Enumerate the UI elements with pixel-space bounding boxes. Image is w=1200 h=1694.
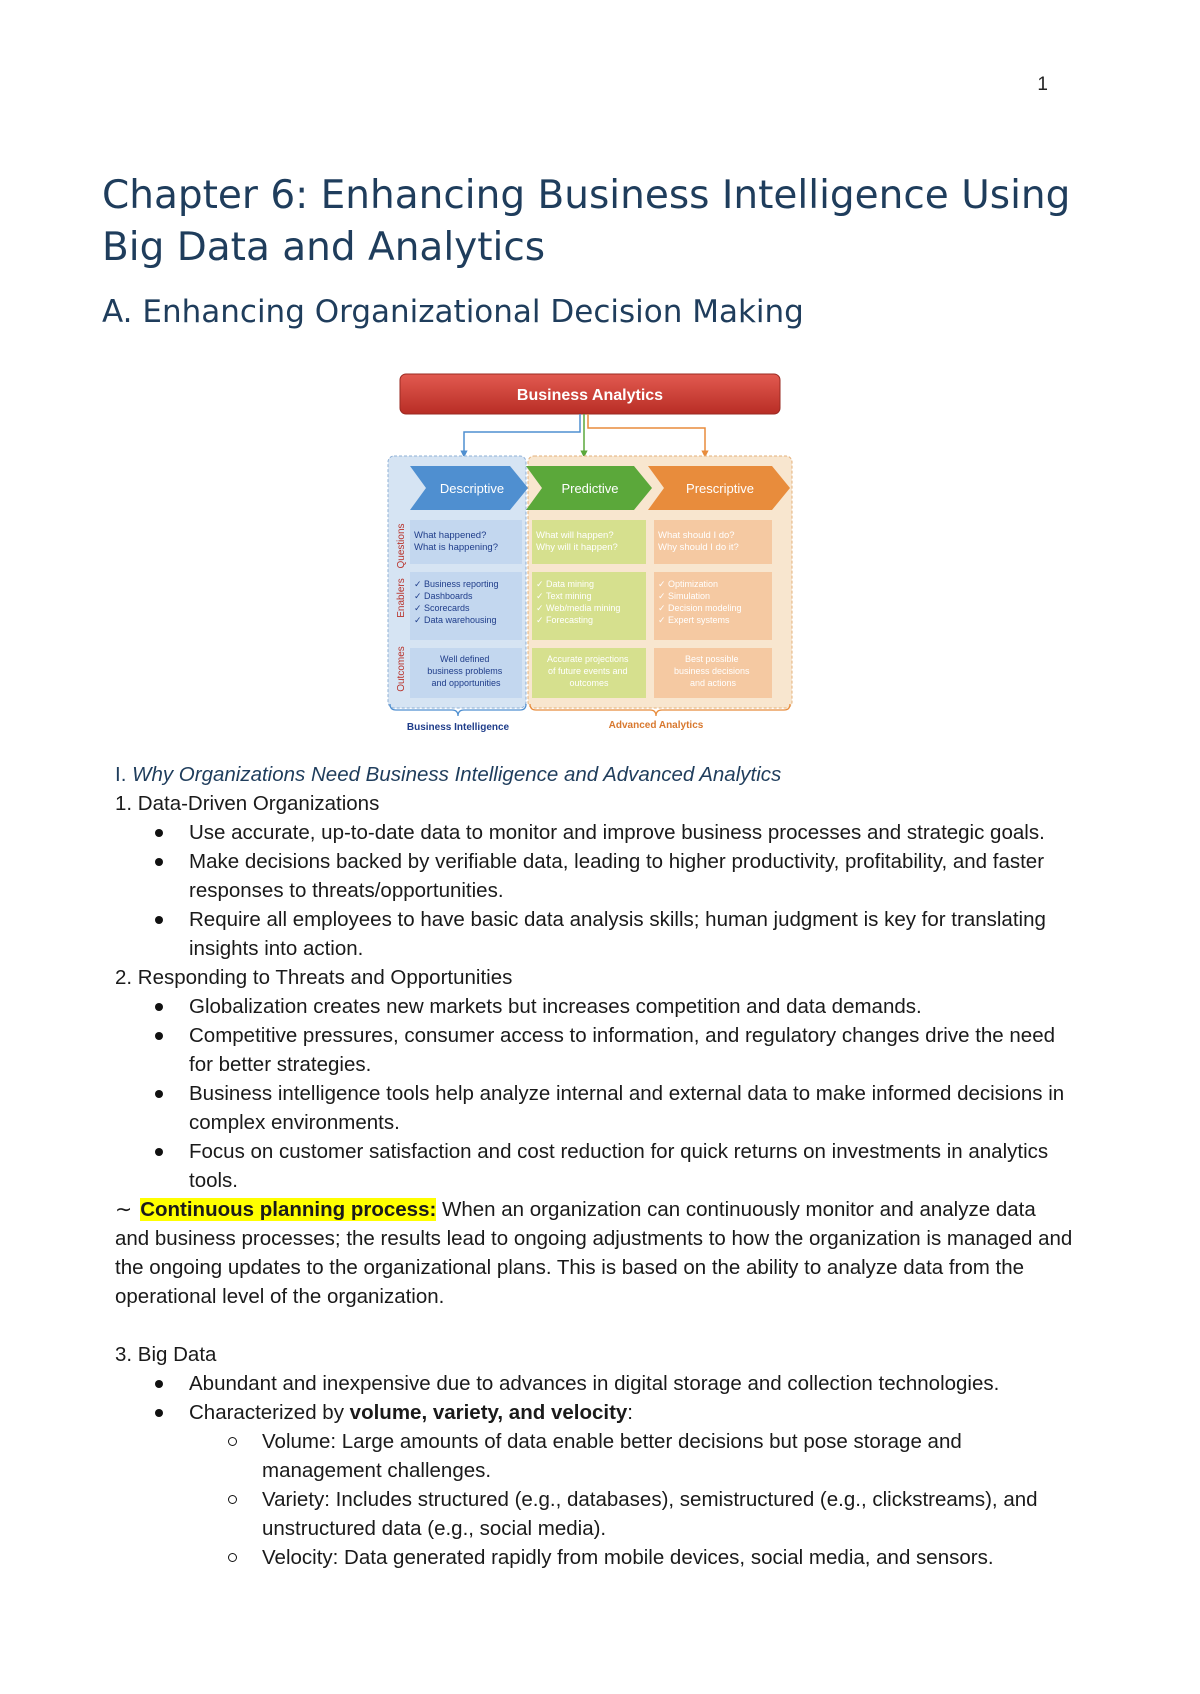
desc-outcome-3: and opportunities [431,678,501,688]
char-bold: volume, variety, and velocity [349,1401,628,1424]
chapter-title: Chapter 6: Enhancing Business Intelligence Using Big Data and Analytics [102,173,1071,270]
pred-enabler-1: Data mining [546,579,595,589]
row-label-questions: Questions [396,523,407,569]
check-icon: ✓ [658,591,666,601]
arrow-prescriptive [588,414,705,454]
list-item: Focus on customer satisfaction and cost reduction for quick returns on investments in analytics tools. [115,1137,1075,1195]
desc-outcome-1: Well defined [440,654,490,664]
desc-enabler-4: Data warehousing [424,615,497,625]
highlighted-term: Continuous planning process: [140,1198,437,1221]
check-icon: ✓ [658,579,666,589]
check-icon: ✓ [658,603,666,613]
note-text: When an organization can continuously monitor and analyze data and business processes; the results lead to ongoing adjustments to how the organization is managed and the ongoing updates to the organizational plans. This is based on the ability to analyze data from the operational level of the organization. [115,1198,1073,1308]
char-prefix: Characterized by [189,1401,350,1424]
page-number: 1 [1037,74,1048,95]
check-icon: ✓ [536,615,544,625]
sub-list-item: Variety: Includes structured (e.g., databases), semistructured (e.g., clickstreams), and unstructured data (e.g., social media). [115,1485,1075,1543]
spacer [115,1311,1075,1340]
check-icon: ✓ [536,603,544,613]
pred-outcome-1: Accurate projections [546,654,629,664]
list-item: Globalization creates new markets but increases competition and data demands. [115,992,1075,1021]
char-suffix: : [627,1401,633,1424]
sub-list-item: Velocity: Data generated rapidly from mobile devices, social media, and sensors. [115,1543,1075,1572]
check-icon: ✓ [414,615,422,625]
list-item: Competitive pressures, consumer access to information, and regulatory changes drive the need for better strategies. [115,1021,1075,1079]
desc-question-1: What happened? [414,530,487,541]
header-prescriptive: Prescriptive [686,481,754,496]
desc-question-2: What is happening? [414,542,498,553]
pred-outcome-2: of future events and [547,666,628,676]
subsection-roman: I. [115,763,127,786]
pres-question-1: What should I do? [658,530,735,541]
big-data-sub-bullets [115,1427,1075,1572]
pred-outcome-3: outcomes [569,678,609,688]
continuous-planning-note [115,1195,1075,1311]
list-item: Abundant and inexpensive due to advances in digital storage and collection technologies. [115,1369,1075,1398]
subsection-title: Why Organizations Need Business Intelligence and Advanced Analytics [132,763,782,786]
footer-advanced-analytics: Advanced Analytics [608,720,704,731]
diagram-title: Business Analytics [516,387,664,404]
pres-outcome-3: and actions [689,678,737,688]
item2-bullets [115,992,1075,1195]
check-icon: ✓ [658,615,666,625]
row-label-enablers: Enablers [396,578,407,618]
document-body [115,760,1075,1572]
list-item-characterized [115,1398,1075,1427]
pres-outcome-1: Best possible [684,654,739,664]
item1-bullets [115,818,1075,963]
list-item: Make decisions backed by verifiable data, leading to higher productivity, profitability, and faster responses to threats/opportunities. [115,847,1075,905]
check-icon: ✓ [414,603,422,613]
item1-title: 1. Data-Driven Organizations [115,792,380,815]
pres-question-2: Why should I do it? [658,542,739,553]
subsection-heading [115,760,1075,789]
pres-enabler-1: Optimization [668,579,719,589]
item2-title: 2. Responding to Threats and Opportunities [115,966,513,989]
svg-text:What will happen? Why will [536,530,618,553]
pres-enabler-2: Simulation [668,591,711,601]
desc-enabler-2: Dashboards [424,591,473,601]
check-icon: ✓ [536,591,544,601]
sub-list-item: Volume: Large amounts of data enable better decisions but pose storage and management challenges. [115,1427,1075,1485]
pred-question-1: What will happen? [536,530,614,541]
check-icon: ✓ [536,579,544,589]
list-item: Business intelligence tools help analyze internal and external data to make informed decisions in complex environments. [115,1079,1075,1137]
item3-bullets [115,1369,1075,1427]
pres-outcome-2: business decisions [673,666,750,676]
header-predictive: Predictive [561,481,619,496]
pred-question-2: Why will it happen? [536,542,618,553]
svg-text:What happened? What is hap [414,530,498,553]
row-label-outcomes: Outcomes [396,646,407,692]
header-descriptive: Descriptive [439,481,505,496]
tilde-icon: ∼ [115,1197,133,1221]
arrow-descriptive [464,414,580,454]
list-item: Use accurate, up-to-date data to monitor and improve business processes and strategic goals. [115,818,1075,847]
pred-enabler-3: Web/media mining [546,603,621,613]
check-icon: ✓ [414,579,422,589]
section-title: A. Enhancing Organizational Decision Making [102,294,804,330]
pred-enabler-4: Forecasting [546,615,594,625]
desc-outcome-2: business problems [427,666,503,676]
item3-title: 3. Big Data [115,1343,217,1366]
pred-enabler-2: Text mining [546,591,592,601]
footer-business-intelligence: Business Intelligence [406,722,510,733]
list-item: Require all employees to have basic data analysis skills; human judgment is key for translating insights into action. [115,905,1075,963]
pres-enabler-3: Decision modeling [668,603,742,613]
desc-enabler-3: Scorecards [424,603,470,613]
check-icon: ✓ [414,591,422,601]
pres-enabler-4: Expert systems [668,615,730,625]
svg-text:What should I do? Why shou [658,530,739,553]
desc-enabler-1: Business reporting [424,579,499,589]
business-analytics-diagram [380,368,800,738]
